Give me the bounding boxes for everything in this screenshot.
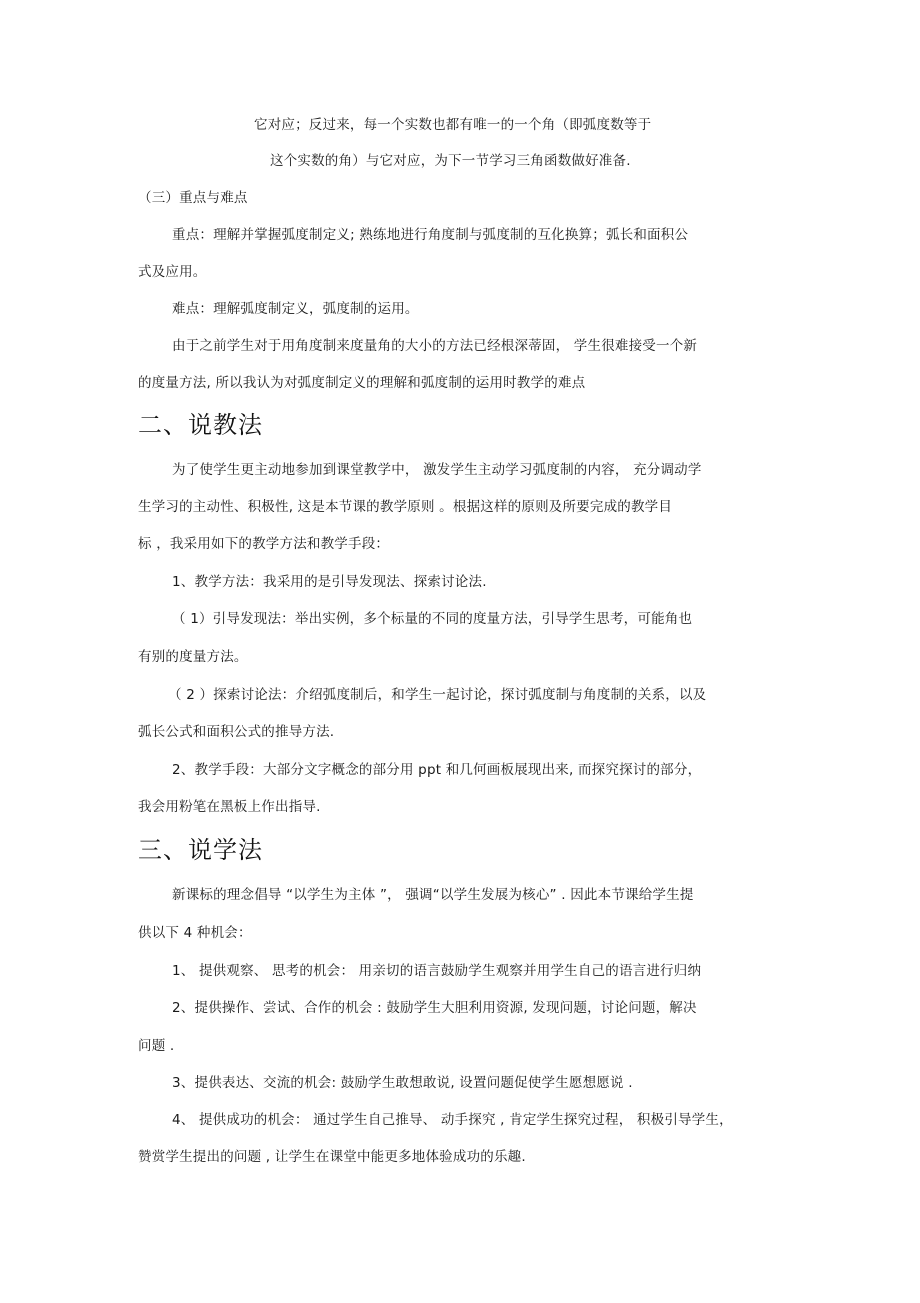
intro-line-1: 它对应；反过来，每一个实数也都有唯一的一个角（即弧度数等于 [254, 117, 652, 133]
item-4-line-1: 4、 提供成功的机会： 通过学生自己推导、 动手探究 , 肯定学生探究过程， 积极引导学生， [172, 1112, 733, 1128]
section-3-para-line-2: 供以下 4 种机会： [138, 925, 252, 941]
key-points-line-1: 重点：理解并掌握弧度制定义; 熟练地进行角度制与弧度制的互化换算；弧长和面积公 [172, 227, 689, 243]
section-2-para-line-3: 标 ，我采用如下的教学方法和教学手段： [138, 536, 390, 552]
section-2-para-line-2: 生学习的主动性、积极性, 这是本节课的教学原则 。根据这样的原则及所要完成的教学目 [138, 499, 673, 515]
method-1: 1、教学方法：我采用的是引导发现法、探索讨论法. [172, 574, 487, 590]
sub-method-1-line-1: （ 1）引导发现法：举出实例，多个标量的不同的度量方法，引导学生思考，可能角也 [172, 611, 693, 627]
key-points-line-2: 式及应用。 [138, 264, 207, 280]
method-2-line-1: 2、教学手段：大部分文字概念的部分用 ppt 和几何画板展现出来, 而探究探讨的部分， [172, 762, 702, 778]
item-1: 1、 提供观察、 思考的机会： 用亲切的语言鼓励学生观察并用学生自己的语言进行归纳 [172, 963, 702, 979]
method-2-line-2: 我会用粉笔在黑板上作出指导. [138, 799, 321, 815]
intro-line-2: 这个实数的角）与它对应，为下一节学习三角函数做好准备. [270, 153, 631, 169]
key-points-title: （三）重点与难点 [138, 190, 248, 206]
section-2-para-line-1: 为了使学生更主动地参加到课堂教学中， 激发学生主动学习弧度制的内容， 充分调动学 [172, 462, 702, 478]
section-2-heading: 二、说教法 [138, 411, 263, 439]
section-3-para-line-1: 新课标的理念倡导 “以学生为主体 ”， 强调“以学生发展为核心” . 因此本节课给学生提 [172, 887, 694, 903]
difficulty-line: 难点：理解弧度制定义，弧度制的运用。 [172, 301, 419, 317]
sub-method-2-line-2: 弧长公式和面积公式的推导方法. [138, 724, 335, 740]
item-3: 3、提供表达、交流的机会: 鼓励学生敢想敢说, 设置问题促使学生愿想愿说 . [172, 1075, 633, 1091]
sub-method-2-line-1: （ 2 ）探索讨论法：介绍弧度制后，和学生一起讨论，探讨弧度制与角度制的关系，以及 [168, 687, 707, 703]
item-2-line-1: 2、提供操作、尝试、合作的机会 : 鼓励学生大胆利用资源, 发现问题，讨论问题，解决 [172, 1000, 697, 1016]
item-4-line-2: 赞赏学生提出的问题 , 让学生在课堂中能更多地体验成功的乐趣. [138, 1149, 526, 1165]
item-2-line-2: 问题 . [138, 1038, 175, 1054]
reason-line-2: 的度量方法, 所以我认为对弧度制定义的理解和弧度制的运用时教学的难点 [138, 375, 586, 391]
section-3-heading: 三、说学法 [138, 836, 263, 864]
reason-line-1: 由于之前学生对于用角度制来度量角的大小的方法已经根深蒂固， 学生很难接受一个新 [172, 338, 698, 354]
sub-method-1-line-2: 有别的度量方法。 [138, 649, 248, 665]
